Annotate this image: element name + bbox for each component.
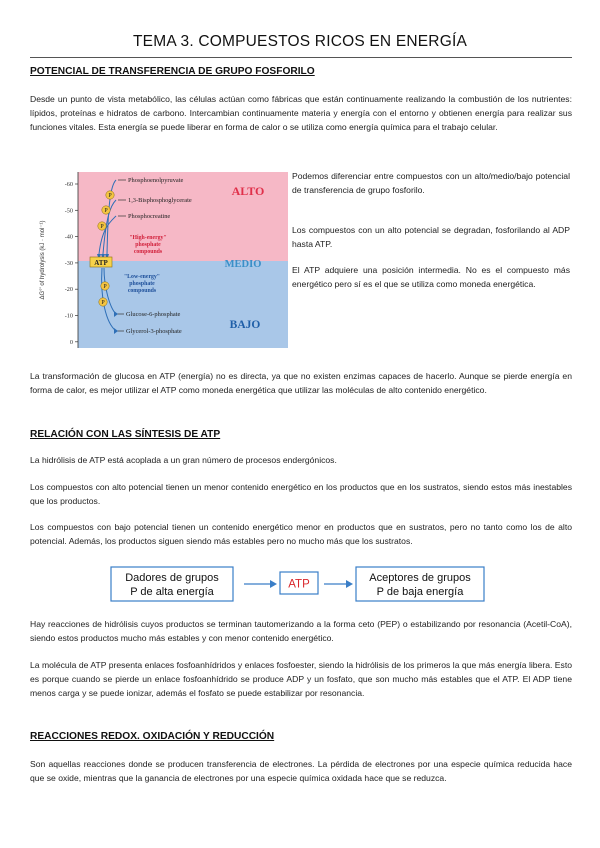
compound-label: Glucose-6-phosphate <box>126 311 181 318</box>
y-axis-label: ΔG°' of hydrolysis (kJ · mol⁻¹) <box>40 220 46 300</box>
svg-text:P: P <box>100 224 104 231</box>
svg-text:phosphate: phosphate <box>129 281 155 287</box>
atp-bonds-paragraph: La molécula de ATP presenta enlaces fosfoanhídridos y enlaces fosfoester, siendo la hidrólisis de los primeros la que más energía libera. Esto es porque cuando se pierde un enlace fosfoanhídrido se produce ADP y un fosfato, que son mucho más estables que el ATP. El ADP tiene menos carga y se puede ionizar, además el fosfato se puede estabilizar por resonancia. <box>30 660 572 699</box>
y-tick-label: -40 <box>64 233 73 241</box>
side-paragraph-3: El ATP adquiere una posición intermedia. No es el compuesto más energético pero sí es el que se utiliza como moneda energética. <box>292 265 570 290</box>
donors-label-1: Dadores de grupos <box>125 572 219 584</box>
compound-label: Phosphocreatine <box>128 213 171 220</box>
tautomerization-paragraph: Hay reacciones de hidrólisis cuyos productos se terminan tautomerizando a la forma ceto (PEP) o estabilizando por resonancia (Acetil-CoA), siendo estos productos mucho más estables y con menor contenido energético. <box>30 619 572 644</box>
zone-alto-label: ALTO <box>231 184 265 198</box>
compound-label: 1,3-Bisphosphoglycerate <box>128 197 192 204</box>
svg-text:P: P <box>101 300 105 307</box>
title-divider <box>30 57 572 58</box>
phosphate-energy-figure <box>30 168 288 354</box>
low-potential-zone <box>78 258 288 348</box>
svg-text:P: P <box>104 208 108 215</box>
high-potential-paragraph: Los compuestos con alto potencial tienen un menor contenido energético en los productos que en los sustratos, siendo estos más inestables que los productos. <box>30 482 572 507</box>
intro-paragraph: Desde un punto de vista metabólico, las células actúan como fábricas que están continuamente realizando la combustión de los nutrientes: lípidos, proteínas e hidratos de carbono. Intercambian continuamente materia y energía con el entorno y obtienen energía para realizar sus funciones vitales. Esta energía se puede liberar en forma de calor o se utiliza como energía química para el trabajo celular. <box>30 94 572 133</box>
y-tick-label: -30 <box>64 259 73 267</box>
y-tick-label: -20 <box>64 286 73 294</box>
acceptors-label-1: Aceptores de grupos <box>369 572 471 584</box>
y-tick-label: -60 <box>64 181 73 188</box>
y-tick-label: 0 <box>69 338 73 346</box>
section-heading-atp-synthesis: RELACIÓN CON LAS SÍNTESIS DE ATP <box>30 429 221 440</box>
y-tick-label: -50 <box>64 207 73 215</box>
section-heading-redox: REACCIONES REDOX. OXIDACIÓN Y REDUCCIÓN <box>30 731 275 742</box>
compound-label: Phosphoenolpyruvate <box>128 177 184 184</box>
svg-text:compounds: compounds <box>133 249 163 255</box>
redox-paragraph: Son aquellas reacciones donde se producen transferencia de electrones. La pérdida de electrones por una especie química reducida hace que se oxide, mientras que la ganancia de electrones por una especie química oxidada hace que se reduzca. <box>30 759 572 784</box>
high-energy-label: "High-energy" <box>129 235 167 241</box>
side-paragraph-2: Los compuestos con un alto potencial se degradan, fosforilando al ADP hasta ATP. <box>292 225 570 250</box>
donors-label-2: P de alta energía <box>130 586 214 598</box>
section-heading-phosphoryl: POTENCIAL DE TRANSFERENCIA DE GRUPO FOSFORILO <box>30 66 315 77</box>
page-title: TEMA 3. COMPUESTOS RICOS EN ENERGÍA <box>133 33 467 50</box>
low-potential-paragraph: Los compuestos con bajo potencial tienen un contenido energético menor en productos que en sustratos, pero no tanto como los de alto potencial. Además, los productos siguen siendo más estables pero no mucho más que los sustratos. <box>30 522 572 547</box>
zone-medio-label: MEDIO <box>224 259 262 270</box>
atp-label: ATP <box>94 258 108 267</box>
acceptors-label-2: P de baja energía <box>376 586 464 598</box>
glucose-atp-paragraph: La transformación de glucosa en ATP (energía) no es directa, ya que no existen enzimas capaces de hacerlo. Aunque se pierde energía en forma de calor, es mejor utilizar el ATP como moneda energética que utilizar las moléculas de alto contenido energético. <box>30 371 572 396</box>
zone-bajo-label: BAJO <box>229 319 261 331</box>
side-paragraph-1: Podemos diferenciar entre compuestos con un alto/medio/bajo potencial de transferencia de grupo fosforilo. <box>292 171 570 196</box>
low-energy-label: "Low-energy" <box>123 274 161 280</box>
y-ticks <box>65 181 78 346</box>
compound-label: Glycerol-3-phosphate <box>126 328 182 335</box>
phosphate-transfer-diagram <box>110 565 490 605</box>
atp-center-label: ATP <box>288 578 310 591</box>
svg-text:compounds: compounds <box>127 288 157 294</box>
svg-text:P: P <box>108 193 112 200</box>
svg-text:P: P <box>103 284 107 291</box>
hydrolysis-paragraph: La hidrólisis de ATP está acoplada a un gran número de procesos endergónicos. <box>30 455 337 465</box>
y-tick-label: -10 <box>64 312 73 320</box>
svg-text:phosphate: phosphate <box>135 242 161 248</box>
